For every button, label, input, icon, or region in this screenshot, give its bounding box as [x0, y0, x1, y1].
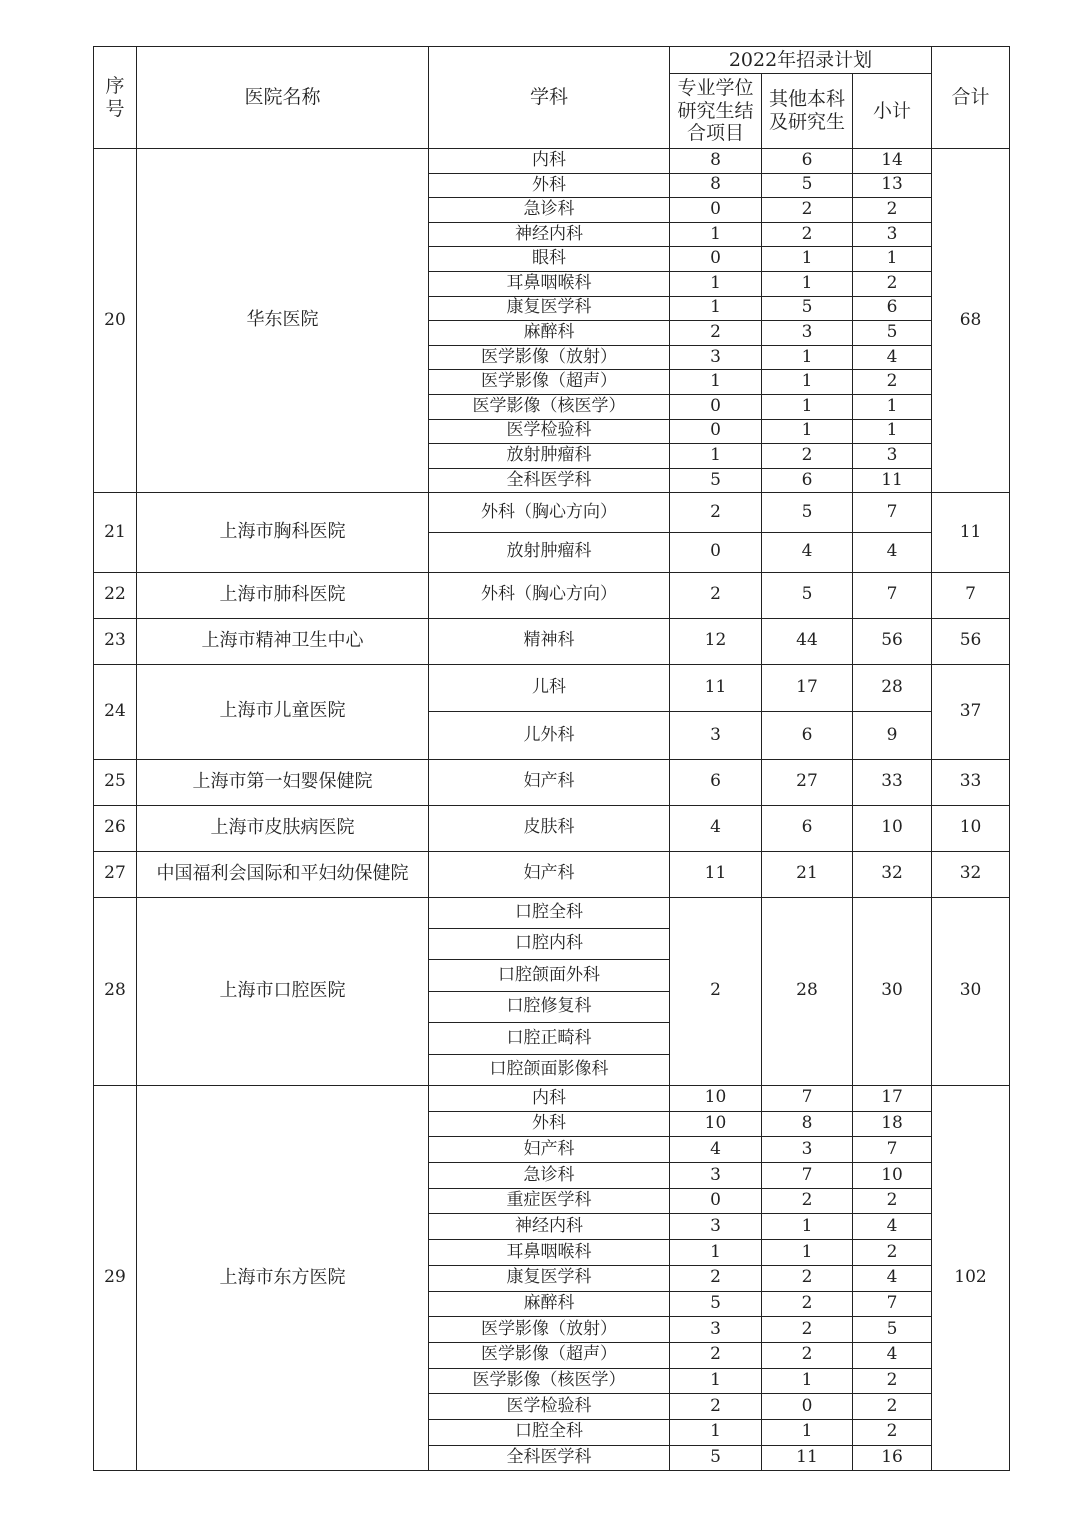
subject-cell: 医学影像（核医学） — [429, 1368, 670, 1394]
subject-cell: 口腔修复科 — [429, 991, 670, 1022]
subject-cell: 皮肤科 — [429, 805, 670, 851]
professional-count: 0 — [670, 394, 762, 419]
subject-cell: 耳鼻咽喉科 — [429, 1240, 670, 1266]
other-count: 1 — [762, 370, 853, 395]
subject-cell: 妇产科 — [429, 759, 670, 805]
professional-count: 3 — [670, 1214, 762, 1240]
subtotal-count: 4 — [853, 1342, 932, 1368]
professional-count: 4 — [670, 805, 762, 851]
header-total: 合计 — [932, 47, 1010, 149]
professional-count: 8 — [670, 149, 762, 174]
subject-cell: 口腔全科 — [429, 1419, 670, 1445]
other-count: 2 — [762, 222, 853, 247]
professional-count: 0 — [670, 419, 762, 444]
professional-count: 0 — [670, 198, 762, 223]
other-count: 1 — [762, 1368, 853, 1394]
hospital-total: 68 — [932, 149, 1010, 493]
row-seq: 27 — [94, 851, 137, 897]
subject-cell: 外科 — [429, 1111, 670, 1137]
other-count: 0 — [762, 1394, 853, 1420]
subject-cell: 妇产科 — [429, 1137, 670, 1163]
table-row — [94, 664, 1010, 712]
hospital-name: 华东医院 — [137, 149, 429, 493]
professional-count: 5 — [670, 1445, 762, 1471]
subject-cell: 麻醉科 — [429, 321, 670, 346]
subject-cell: 全科医学科 — [429, 468, 670, 493]
professional-count: 10 — [670, 1086, 762, 1112]
other-count: 44 — [762, 618, 853, 664]
other-count: 5 — [762, 296, 853, 321]
subtotal-count: 3 — [853, 444, 932, 469]
subject-cell: 精神科 — [429, 618, 670, 664]
professional-count: 5 — [670, 468, 762, 493]
table-row — [94, 851, 1010, 897]
professional-count: 3 — [670, 345, 762, 370]
professional-count: 11 — [670, 851, 762, 897]
other-count: 6 — [762, 468, 853, 493]
professional-count: 6 — [670, 759, 762, 805]
hospital-total: 102 — [932, 1086, 1010, 1471]
table-row — [94, 493, 1010, 533]
subject-cell: 急诊科 — [429, 1163, 670, 1189]
other-count: 1 — [762, 1240, 853, 1266]
other-count: 3 — [762, 1137, 853, 1163]
subject-cell: 外科（胸心方向） — [429, 493, 670, 533]
professional-count: 2 — [670, 897, 762, 1085]
row-seq: 22 — [94, 572, 137, 618]
row-seq: 24 — [94, 664, 137, 759]
subject-cell: 医学检验科 — [429, 1394, 670, 1420]
header-subject: 学科 — [429, 47, 670, 149]
subtotal-count: 9 — [853, 712, 932, 760]
other-count: 2 — [762, 198, 853, 223]
table-row — [94, 149, 1010, 174]
other-count: 17 — [762, 664, 853, 712]
subtotal-count: 2 — [853, 1419, 932, 1445]
header-subtotal: 小计 — [853, 74, 932, 149]
subject-cell: 医学检验科 — [429, 419, 670, 444]
other-count: 1 — [762, 394, 853, 419]
subtotal-count: 1 — [853, 419, 932, 444]
hospital-total: 56 — [932, 618, 1010, 664]
subtotal-count: 2 — [853, 1240, 932, 1266]
subtotal-count: 2 — [853, 271, 932, 296]
subject-cell: 口腔内科 — [429, 929, 670, 960]
subtotal-count: 33 — [853, 759, 932, 805]
other-count: 1 — [762, 1214, 853, 1240]
subtotal-count: 4 — [853, 1214, 932, 1240]
other-count: 2 — [762, 1291, 853, 1317]
subtotal-count: 6 — [853, 296, 932, 321]
subject-cell: 神经内科 — [429, 1214, 670, 1240]
subject-cell: 耳鼻咽喉科 — [429, 271, 670, 296]
subtotal-count: 5 — [853, 1317, 932, 1343]
hospital-total: 33 — [932, 759, 1010, 805]
professional-count: 2 — [670, 493, 762, 533]
table-row — [94, 897, 1010, 928]
subtotal-count: 4 — [853, 1265, 932, 1291]
other-count: 7 — [762, 1163, 853, 1189]
other-count: 1 — [762, 247, 853, 272]
subtotal-count: 2 — [853, 1394, 932, 1420]
subject-cell: 医学影像（超声） — [429, 370, 670, 395]
subject-cell: 口腔全科 — [429, 897, 670, 928]
other-count: 7 — [762, 1086, 853, 1112]
subtotal-count: 4 — [853, 345, 932, 370]
row-seq: 25 — [94, 759, 137, 805]
subject-cell: 麻醉科 — [429, 1291, 670, 1317]
professional-count: 0 — [670, 1188, 762, 1214]
row-seq: 29 — [94, 1086, 137, 1471]
table-row — [94, 759, 1010, 805]
table-row — [94, 618, 1010, 664]
professional-count: 8 — [670, 173, 762, 198]
hospital-name: 上海市精神卫生中心 — [137, 618, 429, 664]
subtotal-count: 11 — [853, 468, 932, 493]
professional-count: 1 — [670, 222, 762, 247]
subtotal-count: 2 — [853, 198, 932, 223]
professional-count: 2 — [670, 1265, 762, 1291]
other-count: 5 — [762, 173, 853, 198]
professional-count: 3 — [670, 712, 762, 760]
professional-count: 1 — [670, 1240, 762, 1266]
subtotal-count: 14 — [853, 149, 932, 174]
hospital-total: 32 — [932, 851, 1010, 897]
subject-cell: 口腔正畸科 — [429, 1023, 670, 1054]
subtotal-count: 1 — [853, 247, 932, 272]
subtotal-count: 7 — [853, 572, 932, 618]
other-count: 5 — [762, 493, 853, 533]
subtotal-count: 17 — [853, 1086, 932, 1112]
header-seq: 序 号 — [94, 47, 137, 149]
recruitment-plan-table — [93, 46, 1010, 1471]
other-count: 5 — [762, 572, 853, 618]
subject-cell: 外科 — [429, 173, 670, 198]
subject-cell: 重症医学科 — [429, 1188, 670, 1214]
professional-count: 2 — [670, 572, 762, 618]
subject-cell: 康复医学科 — [429, 1265, 670, 1291]
professional-count: 3 — [670, 1163, 762, 1189]
professional-count: 0 — [670, 247, 762, 272]
table-row — [94, 1086, 1010, 1112]
other-count: 8 — [762, 1111, 853, 1137]
other-count: 2 — [762, 444, 853, 469]
subtotal-count: 32 — [853, 851, 932, 897]
subtotal-count: 3 — [853, 222, 932, 247]
subject-cell: 医学影像（放射） — [429, 345, 670, 370]
hospital-name: 中国福利会国际和平妇幼保健院 — [137, 851, 429, 897]
row-seq: 28 — [94, 897, 137, 1085]
other-count: 2 — [762, 1317, 853, 1343]
professional-count: 1 — [670, 444, 762, 469]
subtotal-count: 28 — [853, 664, 932, 712]
subject-cell: 放射肿瘤科 — [429, 533, 670, 573]
professional-count: 1 — [670, 1419, 762, 1445]
hospital-name: 上海市东方医院 — [137, 1086, 429, 1471]
subtotal-count: 7 — [853, 1137, 932, 1163]
other-count: 11 — [762, 1445, 853, 1471]
professional-count: 1 — [670, 271, 762, 296]
subject-cell: 放射肿瘤科 — [429, 444, 670, 469]
subtotal-count: 4 — [853, 533, 932, 573]
professional-count: 1 — [670, 1368, 762, 1394]
hospital-total: 37 — [932, 664, 1010, 759]
other-count: 1 — [762, 419, 853, 444]
hospital-name: 上海市第一妇婴保健院 — [137, 759, 429, 805]
subtotal-count: 18 — [853, 1111, 932, 1137]
hospital-total: 10 — [932, 805, 1010, 851]
hospital-name: 上海市皮肤病医院 — [137, 805, 429, 851]
professional-count: 2 — [670, 321, 762, 346]
other-count: 1 — [762, 271, 853, 296]
row-seq: 21 — [94, 493, 137, 572]
other-count: 27 — [762, 759, 853, 805]
header-hospital-name: 医院名称 — [137, 47, 429, 149]
subtotal-count: 7 — [853, 493, 932, 533]
other-count: 2 — [762, 1188, 853, 1214]
subject-cell: 神经内科 — [429, 222, 670, 247]
subtotal-count: 2 — [853, 1368, 932, 1394]
professional-count: 5 — [670, 1291, 762, 1317]
hospital-total: 11 — [932, 493, 1010, 572]
header-plan-2022: 2022年招录计划 — [670, 47, 932, 74]
subtotal-count: 7 — [853, 1291, 932, 1317]
subject-cell: 医学影像（核医学） — [429, 394, 670, 419]
subtotal-count: 30 — [853, 897, 932, 1085]
subtotal-count: 2 — [853, 1188, 932, 1214]
subject-cell: 儿科 — [429, 664, 670, 712]
subtotal-count: 10 — [853, 1163, 932, 1189]
other-count: 6 — [762, 149, 853, 174]
professional-count: 2 — [670, 1342, 762, 1368]
row-seq: 20 — [94, 149, 137, 493]
subject-cell: 妇产科 — [429, 851, 670, 897]
header-other-graduates: 其他本科及研究生 — [762, 74, 853, 149]
other-count: 6 — [762, 805, 853, 851]
subject-cell: 全科医学科 — [429, 1445, 670, 1471]
row-seq: 23 — [94, 618, 137, 664]
subtotal-count: 56 — [853, 618, 932, 664]
subject-cell: 儿外科 — [429, 712, 670, 760]
other-count: 2 — [762, 1265, 853, 1291]
header-professional-degree: 专业学位研究生结合项目 — [670, 74, 762, 149]
professional-count: 12 — [670, 618, 762, 664]
other-count: 1 — [762, 345, 853, 370]
table-row — [94, 572, 1010, 618]
hospital-name: 上海市肺科医院 — [137, 572, 429, 618]
other-count: 28 — [762, 897, 853, 1085]
subject-cell: 内科 — [429, 1086, 670, 1112]
subject-cell: 内科 — [429, 149, 670, 174]
row-seq: 26 — [94, 805, 137, 851]
subject-cell: 医学影像（超声） — [429, 1342, 670, 1368]
hospital-name: 上海市口腔医院 — [137, 897, 429, 1085]
subtotal-count: 13 — [853, 173, 932, 198]
other-count: 6 — [762, 712, 853, 760]
hospital-total: 7 — [932, 572, 1010, 618]
other-count: 3 — [762, 321, 853, 346]
subject-cell: 口腔颌面影像科 — [429, 1054, 670, 1085]
hospital-total: 30 — [932, 897, 1010, 1085]
subject-cell: 急诊科 — [429, 198, 670, 223]
professional-count: 11 — [670, 664, 762, 712]
subtotal-count: 10 — [853, 805, 932, 851]
subtotal-count: 2 — [853, 370, 932, 395]
subject-cell: 康复医学科 — [429, 296, 670, 321]
subject-cell: 外科（胸心方向） — [429, 572, 670, 618]
subtotal-count: 1 — [853, 394, 932, 419]
professional-count: 10 — [670, 1111, 762, 1137]
professional-count: 2 — [670, 1394, 762, 1420]
subtotal-count: 5 — [853, 321, 932, 346]
other-count: 21 — [762, 851, 853, 897]
subtotal-count: 16 — [853, 1445, 932, 1471]
hospital-name: 上海市儿童医院 — [137, 664, 429, 759]
other-count: 1 — [762, 1419, 853, 1445]
other-count: 4 — [762, 533, 853, 573]
hospital-name: 上海市胸科医院 — [137, 493, 429, 572]
professional-count: 0 — [670, 533, 762, 573]
professional-count: 1 — [670, 370, 762, 395]
subject-cell: 医学影像（放射） — [429, 1317, 670, 1343]
other-count: 2 — [762, 1342, 853, 1368]
subject-cell: 口腔颌面外科 — [429, 960, 670, 991]
professional-count: 1 — [670, 296, 762, 321]
professional-count: 4 — [670, 1137, 762, 1163]
subject-cell: 眼科 — [429, 247, 670, 272]
professional-count: 3 — [670, 1317, 762, 1343]
table-row — [94, 805, 1010, 851]
